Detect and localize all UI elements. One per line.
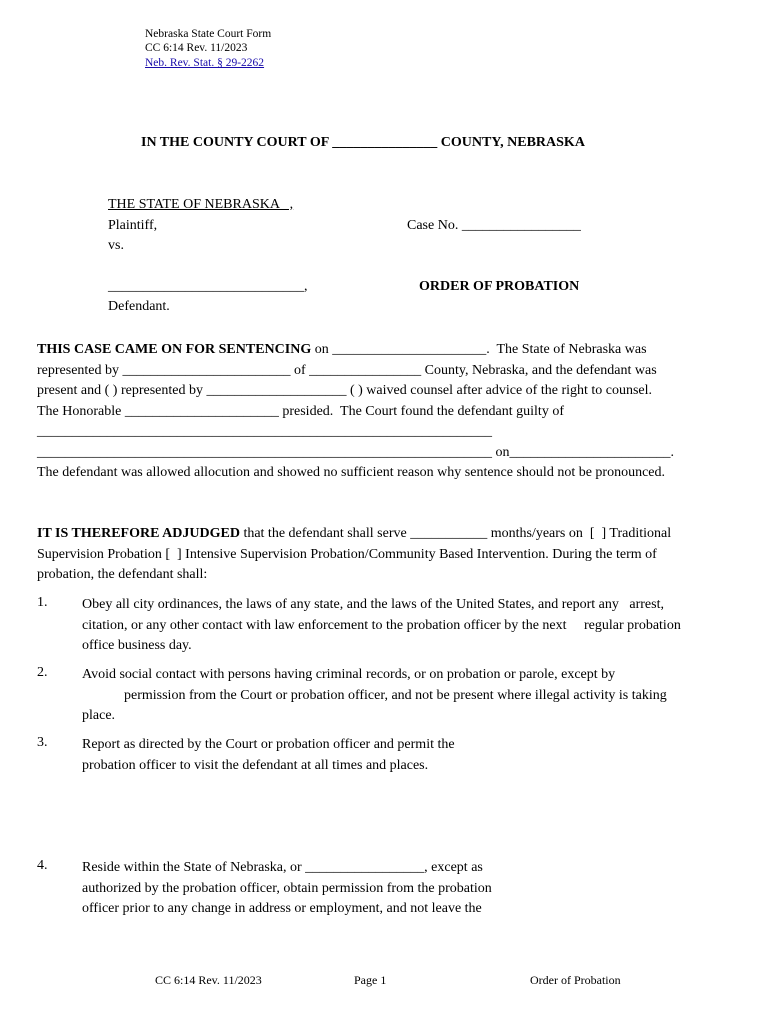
condition-3: Report as directed by the Court or probation officer and permit the probation officer to visit the defendant at all times and places. [82, 737, 455, 773]
adjudged-lead: IT IS THEREFORE ADJUDGED [37, 526, 240, 541]
case-number: Case No. _________________ [407, 218, 581, 233]
condition-4: Reside within the State of Nebraska, or _________________, except as authorized by the probation officer, obtain permission from the probation officer prior to any change in address or employment, and not leave the [82, 860, 492, 916]
defendant-label: Defendant. [108, 299, 170, 314]
sentencing-lead: THIS CASE CAME ON FOR SENTENCING [37, 342, 312, 357]
footer-form-id: CC 6:14 Rev. 11/2023 [155, 973, 262, 987]
sentencing-line-4: The Honorable ______________________ presided. The Court found the defendant guilty of [37, 403, 564, 419]
sentencing-line-1: THIS CASE CAME ON FOR SENTENCING on ______________________. The State of Nebraska was [37, 342, 647, 357]
order-title: ORDER OF PROBATION [419, 279, 580, 294]
condition-1-number: 1. [37, 595, 48, 610]
sentencing-line-3: present and ( ) represented by ____________________ ( ) waived counsel after advice of the right to counsel. [37, 383, 653, 398]
form-revision: CC 6:14 Rev. 11/2023 [145, 42, 248, 54]
footer-doc-title: Order of Probation [530, 973, 621, 987]
condition-1: Obey all city ordinances, the laws of any state, and the laws of the United States, and report any arrest, citation, or any other contact with law enforcement to the probation officer by the next regular probation office business day. [82, 597, 681, 653]
plaintiff-label: Plaintiff, [108, 218, 158, 233]
adjudged-paragraph [37, 524, 671, 586]
adjudged-line-2: Supervision Probation [ ] Intensive Supervision Probation/Community Based Intervention. During the term of [37, 546, 657, 562]
adjudged-line-1: IT IS THEREFORE ADJUDGED that the defendant shall serve ___________ months/years on [ ] Traditional [37, 526, 672, 541]
condition-2-number: 2. [37, 665, 48, 680]
versus-label: vs. [108, 238, 124, 253]
footer-page-number: Page 1 [354, 973, 387, 987]
condition-4-number: 4. [37, 858, 48, 873]
plaintiff-name: THE STATE OF NEBRASKA , [108, 197, 294, 212]
form-source: Nebraska State Court Form [145, 28, 272, 40]
adjudged-line-3: probation, the defendant shall: [37, 567, 208, 582]
condition-2: Avoid social contact with persons having criminal records, or on probation or parole, except by permission from the Court or probation officer, and not be present where illegal activity is taking place. [82, 667, 667, 723]
sentencing-line-5: _________________________________________________________________ [37, 424, 492, 439]
sentencing-line-7: The defendant was allowed allocution and showed no sufficient reason why sentence should not be pronounced. [37, 465, 666, 480]
condition-3-number: 3. [37, 735, 48, 750]
sentencing-line-2: represented by ________________________ of ________________ County, Nebraska, and the defendant was [37, 362, 657, 378]
sentencing-paragraph [37, 340, 674, 484]
court-title: IN THE COUNTY COURT OF _______________ COUNTY, NEBRASKA [141, 135, 585, 150]
sentencing-line-6: _________________________________________________________________ on_______________________. [37, 444, 674, 460]
statute-link[interactable]: Neb. Rev. Stat. § 29-2262 [145, 57, 265, 69]
defendant-blank: ____________________________, [108, 279, 308, 294]
